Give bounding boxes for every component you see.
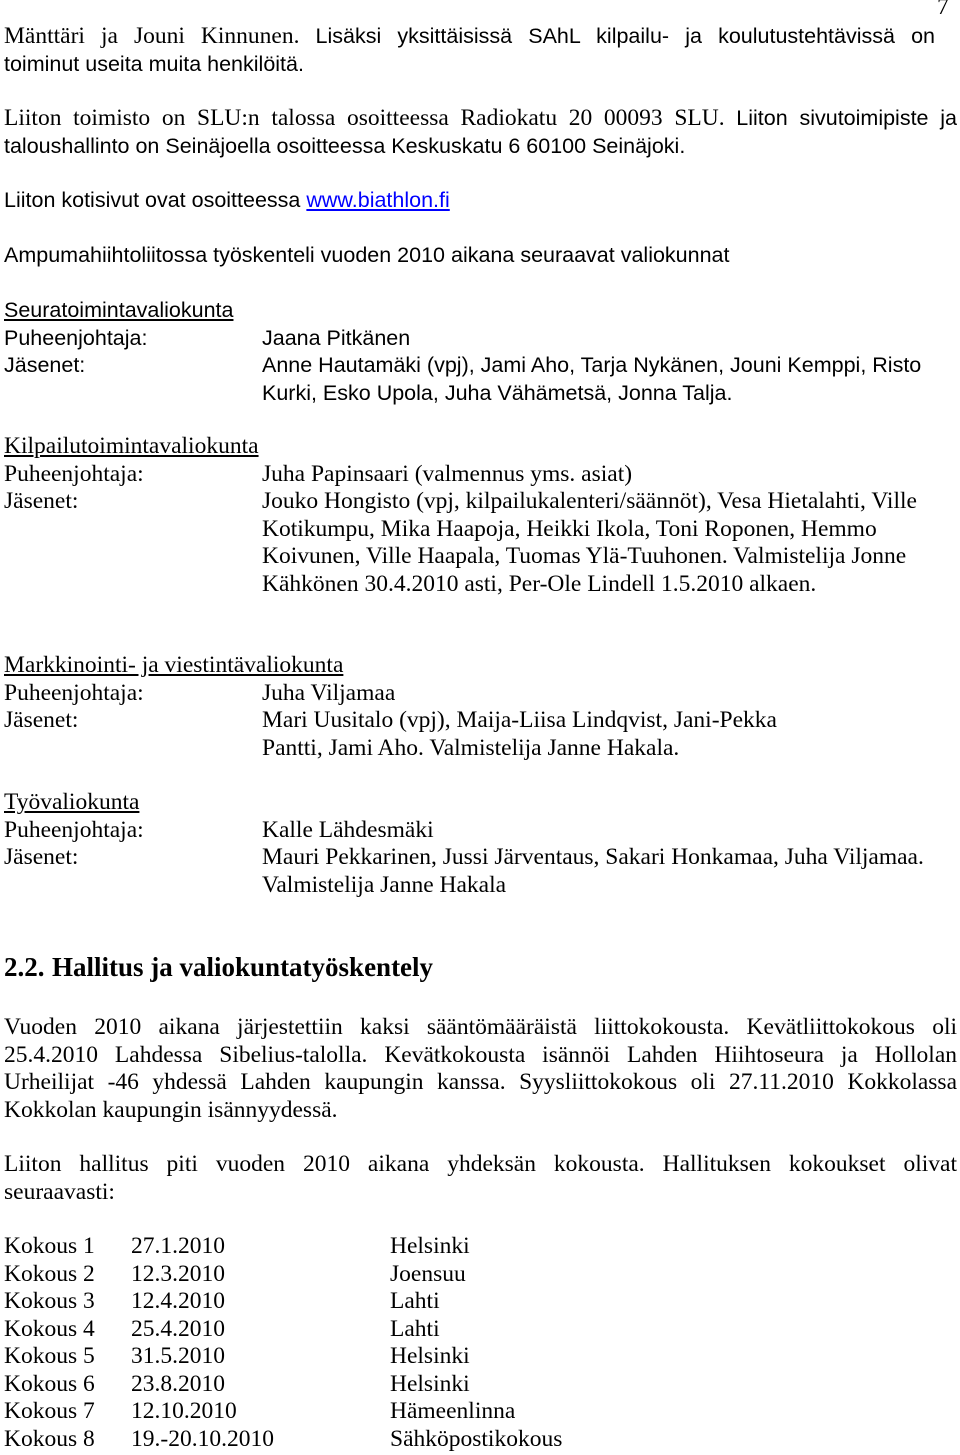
members-line: Kurki, Esko Upola, Juha Vähämetsä, Jonna Talja.: [262, 380, 733, 405]
office-line: [4, 105, 957, 133]
paragraph-line: 25.4.2010 Lahdessa Sibelius-talolla. Kevätkokousta isännöi Lahden Hiihtoseura ja Hollolan: [4, 1041, 957, 1068]
committee-markkinointi: [4, 652, 957, 762]
members-label: Jäsenet:: [4, 488, 79, 514]
committee-heading: Markkinointi- ja viestintävaliokunta: [4, 652, 344, 678]
table-cell-meeting: Kokous 2: [4, 1260, 95, 1287]
table-cell-date: 31.5.2010: [131, 1343, 225, 1369]
website-text: Liiton kotisivut ovat osoitteessa: [4, 188, 301, 212]
general-meetings-paragraph: [4, 1014, 957, 1124]
paragraph-line: Vuoden 2010 aikana järjestettiin kaksi sääntömääräistä liittokokousta. Kevätliittokokous oli: [4, 1014, 957, 1040]
website-link[interactable]: www.biathlon.fi: [306, 188, 450, 212]
members-line: Mari Uusitalo (vpj), Maija-Liisa Lindqvist, Jani-Pekka: [262, 707, 777, 733]
office-line-serif-part: Liiton toimisto on SLU:n talossa osoitteessa Radiokatu 20 00093 SLU.: [4, 105, 725, 131]
members-list: [262, 488, 957, 598]
chair-label: Puheenjohtaja:: [4, 325, 148, 350]
table-cell-place: Hämeenlinna: [390, 1398, 516, 1424]
table-row: [4, 1261, 957, 1289]
committee-heading: Työvaliokunta: [4, 789, 140, 815]
chair-name: Jaana Pitkänen: [262, 325, 411, 350]
paragraph-line: seuraavasti:: [4, 1178, 115, 1205]
table-cell-date: 23.8.2010: [131, 1370, 225, 1397]
table-cell-place: Lahti: [390, 1288, 440, 1314]
paragraph-line: Liiton hallitus piti vuoden 2010 aikana yhdeksän kokousta. Hallituksen kokoukset olivat: [4, 1151, 957, 1177]
chair-name: Juha Viljamaa: [262, 679, 396, 706]
table-cell-date: 12.4.2010: [131, 1288, 225, 1314]
table-cell-meeting: Kokous 4: [4, 1315, 95, 1342]
table-row: [4, 1233, 957, 1261]
table-cell-date: 19.-20.10.2010: [131, 1425, 274, 1452]
office-line: taloushallinto on Seinäjoella osoitteessa Keskuskatu 6 60100 Seinäjoki.: [4, 133, 686, 158]
section-title: Hallitus ja valiokuntatyöskentely: [52, 952, 434, 982]
section-heading: [4, 952, 433, 982]
members-line: Pantti, Jami Aho. Valmistelija Janne Hakala.: [262, 734, 680, 761]
chair-row: [4, 817, 957, 845]
chair-label: Puheenjohtaja:: [4, 816, 144, 843]
members-row: [4, 844, 957, 899]
office-paragraph: [4, 105, 957, 160]
chair-name: Kalle Lähdesmäki: [262, 816, 434, 843]
committee-heading: Seuratoimintavaliokunta: [4, 298, 234, 322]
table-cell-place: Helsinki: [390, 1370, 470, 1397]
meetings-table: [4, 1233, 957, 1453]
table-cell-meeting: Kokous 8: [4, 1425, 95, 1452]
intro-line-serif-part: Mänttäri ja Jouni Kinnunen.: [4, 23, 300, 49]
members-list: [262, 352, 957, 407]
members-label: Jäsenet:: [4, 353, 86, 377]
members-line: Anne Hautamäki (vpj), Jami Aho, Tarja Nykänen, Jouni Kemppi, Risto: [262, 353, 922, 377]
chair-name: Juha Papinsaari (valmennus yms. asiat): [262, 460, 633, 487]
table-cell-meeting: Kokous 6: [4, 1370, 95, 1397]
table-cell-place: Sähköpostikokous: [390, 1425, 563, 1452]
committee-kilpailutoiminta: [4, 433, 957, 598]
members-row: [4, 707, 957, 762]
members-label: Jäsenet:: [4, 844, 79, 870]
table-cell-place: Lahti: [390, 1315, 440, 1342]
table-cell-place: Helsinki: [390, 1343, 470, 1369]
office-line-sans-part: Liiton sivutoimipiste ja: [736, 106, 958, 130]
chair-row: [4, 680, 957, 708]
members-line: Kähkönen 30.4.2010 asti, Per-Ole Lindell 1.5.2010 alkaen.: [262, 570, 817, 597]
chair-label: Puheenjohtaja:: [4, 679, 144, 706]
members-list: [262, 707, 957, 762]
website-line: [4, 187, 957, 215]
table-cell-date: 12.3.2010: [131, 1260, 225, 1287]
intro-line: [4, 23, 935, 51]
members-line: Valmistelija Janne Hakala: [262, 871, 507, 898]
intro-line: toiminut useita muita henkilöitä.: [4, 51, 304, 76]
table-row: [4, 1398, 957, 1426]
table-cell-date: 25.4.2010: [131, 1315, 225, 1342]
table-cell-meeting: Kokous 3: [4, 1288, 95, 1314]
chair-row: [4, 461, 957, 489]
intro-line-sans-part: Lisäksi yksittäisissä SAhL kilpailu- ja koulutustehtävissä on: [315, 24, 936, 48]
intro-paragraph: [4, 23, 957, 78]
table-cell-place: Joensuu: [390, 1260, 466, 1287]
table-row: [4, 1371, 957, 1399]
table-row: [4, 1288, 957, 1316]
section-number: 2.2.: [4, 952, 45, 982]
table-cell-meeting: Kokous 1: [4, 1233, 95, 1259]
table-cell-meeting: Kokous 7: [4, 1398, 95, 1424]
paragraph-line: Urheilijat -46 yhdessä Lahden kaupungin kanssa. Syysliittokokous oli 27.11.2010 Kokkolassa: [4, 1069, 957, 1095]
members-line: Mauri Pekkarinen, Jussi Järventaus, Sakari Honkamaa, Juha Viljamaa.: [262, 844, 924, 870]
table-cell-meeting: Kokous 5: [4, 1343, 95, 1369]
page-number: 7: [937, 0, 949, 20]
committee-seuratoiminta: [4, 297, 957, 407]
table-row: [4, 1316, 957, 1344]
members-line: Koivunen, Ville Haapala, Tuomas Ylä-Tuuhonen. Valmistelija Jonne: [262, 543, 907, 569]
members-line: Kotikumpu, Mika Haapoja, Heikki Ikola, Toni Roponen, Hemmo: [262, 515, 877, 542]
committee-heading: Kilpailutoimintavaliokunta: [4, 433, 259, 459]
chair-row: [4, 325, 957, 353]
paragraph-line: Kokkolan kaupungin isännyydessä.: [4, 1096, 338, 1123]
members-line: Jouko Hongisto (vpj, kilpailukalenteri/säännöt), Vesa Hietalahti, Ville: [262, 488, 917, 514]
table-cell-date: 12.10.2010: [131, 1398, 237, 1424]
members-row: [4, 352, 957, 407]
table-cell-place: Helsinki: [390, 1233, 470, 1259]
table-cell-date: 27.1.2010: [131, 1233, 225, 1259]
members-row: [4, 488, 957, 598]
members-label: Jäsenet:: [4, 707, 79, 733]
table-row: [4, 1426, 957, 1454]
table-row: [4, 1343, 957, 1371]
chair-label: Puheenjohtaja:: [4, 460, 144, 487]
members-list: [262, 844, 957, 899]
committee-tyovaliokunta: [4, 789, 957, 899]
board-meetings-paragraph: [4, 1151, 957, 1206]
committees-intro: Ampumahiihtoliitossa työskenteli vuoden 2010 aikana seuraavat valiokunnat: [4, 243, 730, 267]
